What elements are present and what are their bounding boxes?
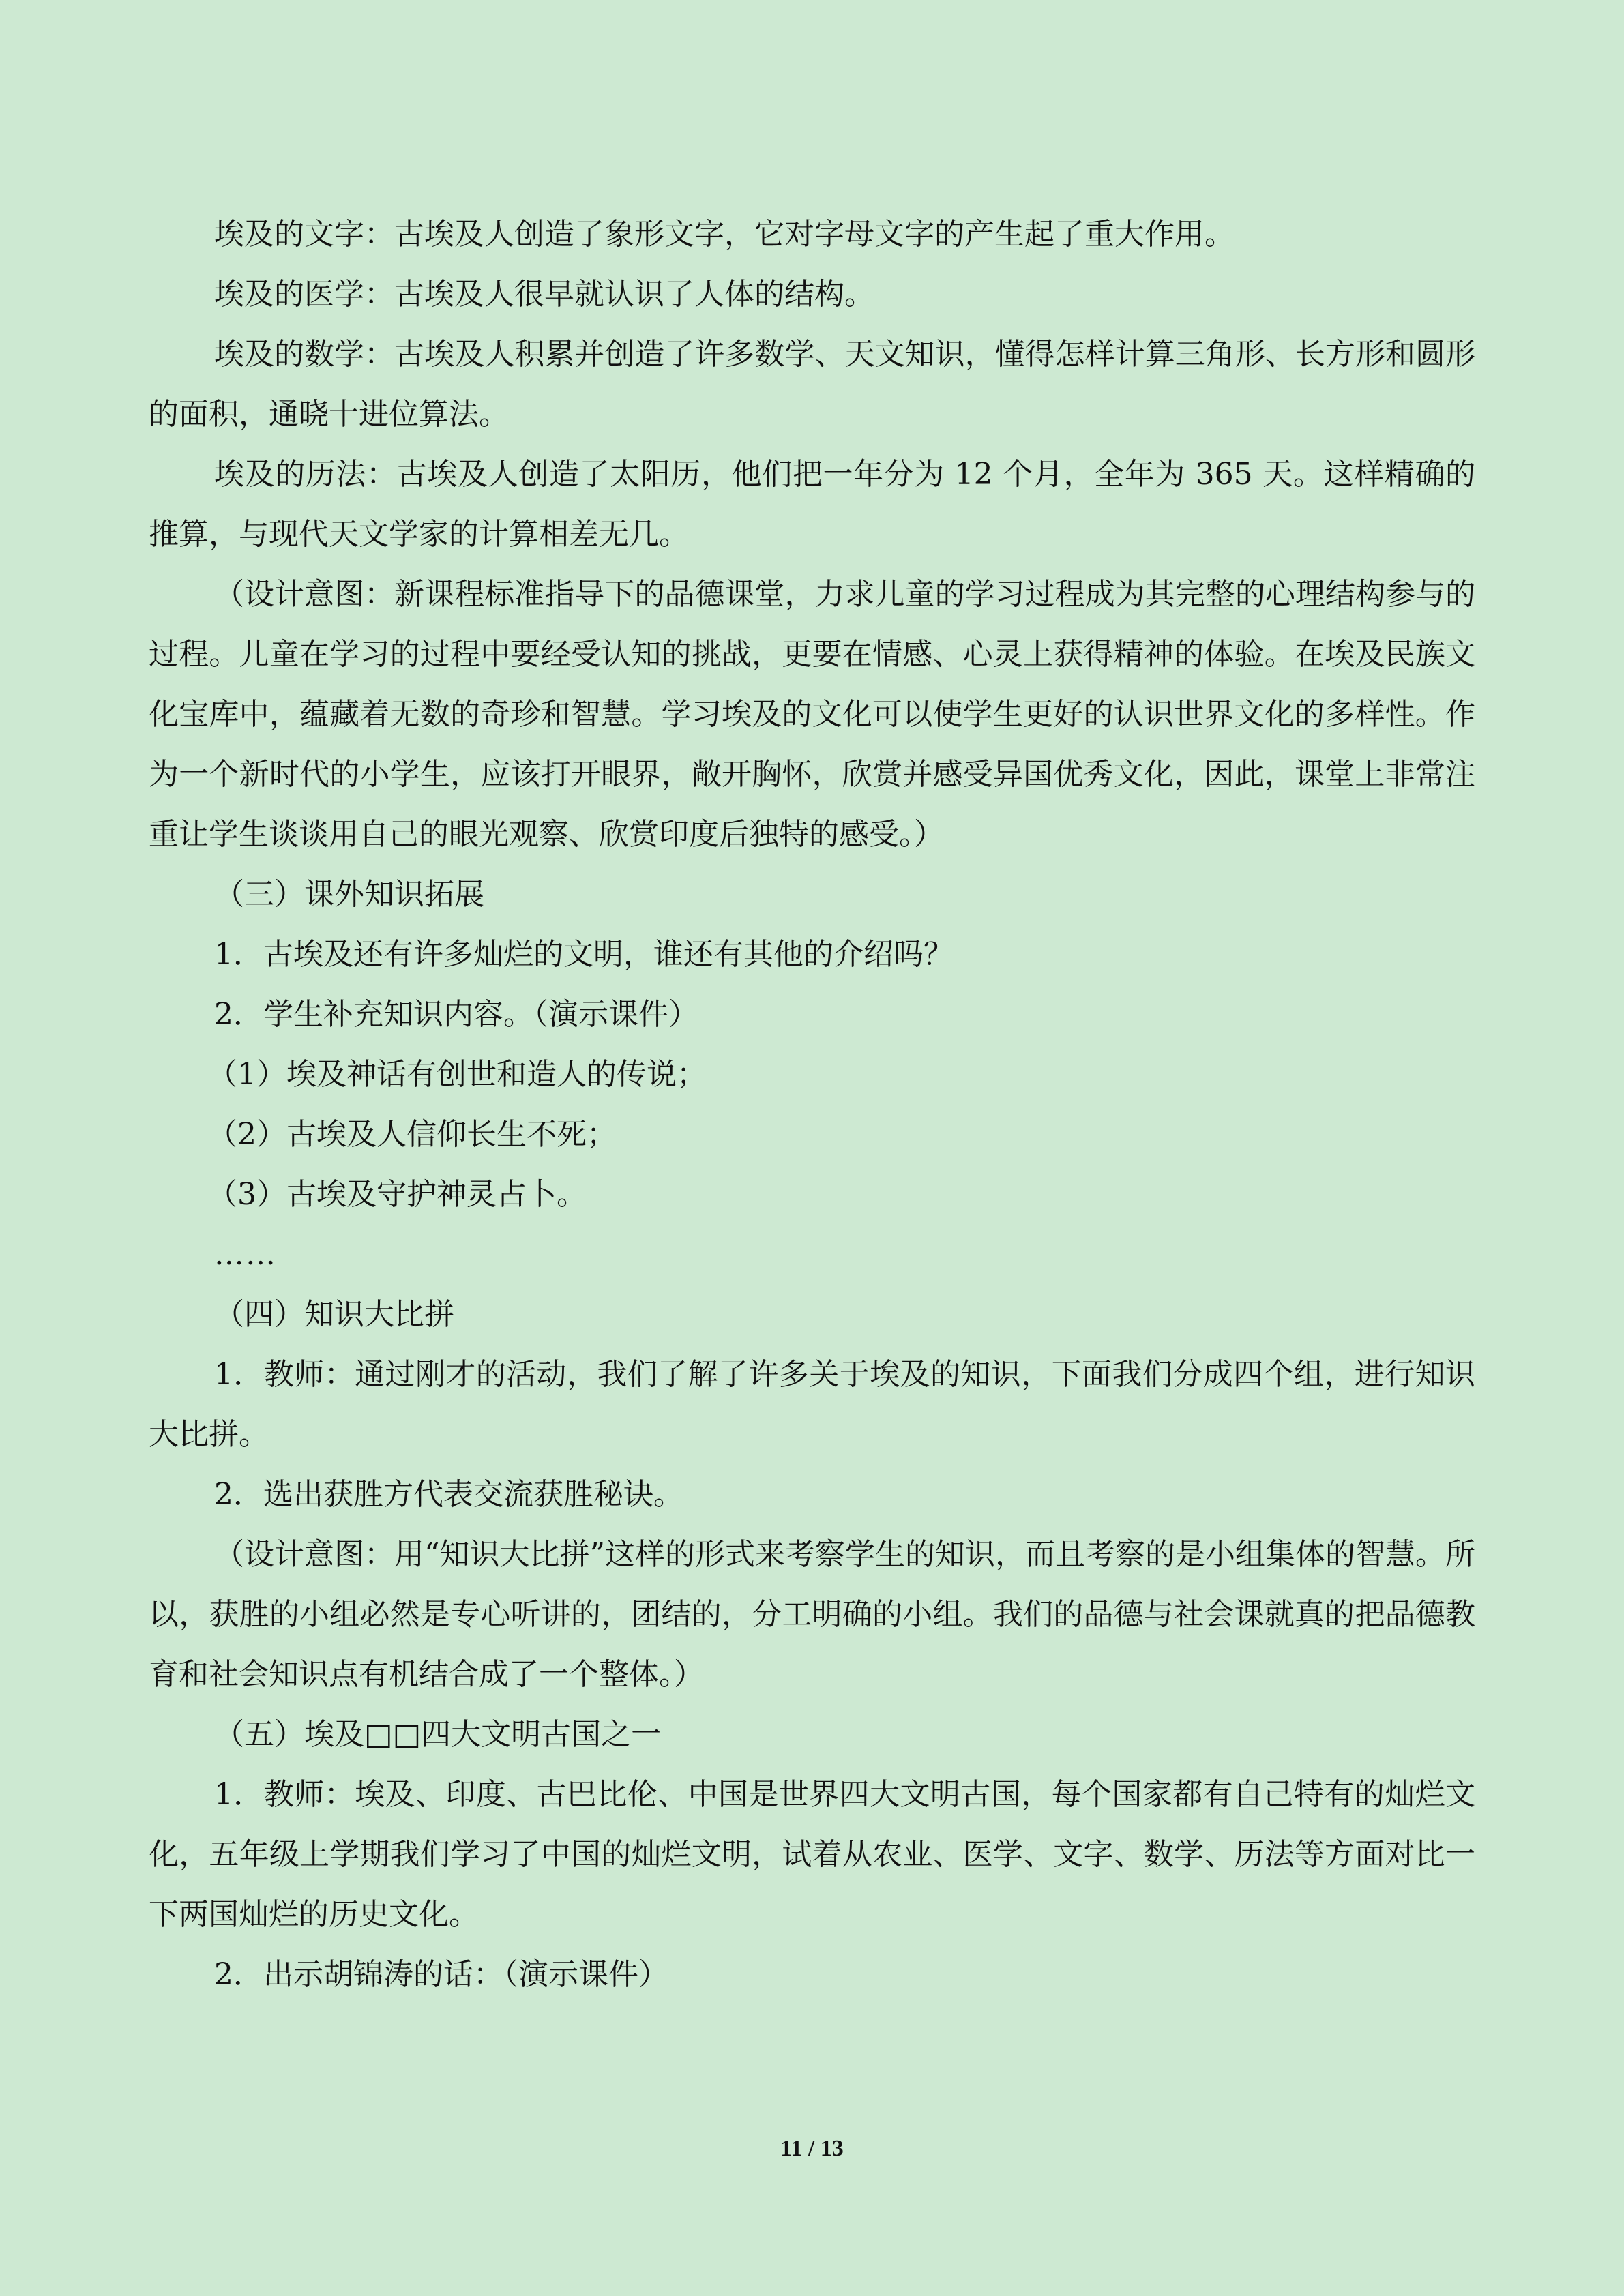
list-item: 1．教师：埃及、印度、古巴比伦、中国是世界四大文明古国，每个国家都有自己特有的灿烂文化，五年级上学期我们学习了中国的灿烂文明，试着从农业、医学、文字、数学、历法等方面对比一下两国灿烂的历史文化。 bbox=[149, 1777, 1475, 1932]
document-body bbox=[149, 205, 1475, 2005]
section-heading-4: （四）知识大比拼 bbox=[214, 1297, 454, 1332]
list-item: 1．古埃及还有许多灿烂的文明，谁还有其他的介绍吗？ bbox=[214, 937, 954, 972]
sub-list-item: （3）古埃及守护神灵占卜。 bbox=[207, 1177, 587, 1212]
list-item: 2．选出获胜方代表交流获胜秘诀。 bbox=[214, 1477, 683, 1512]
section-heading-5: （五）埃及□□四大文明古国之一 bbox=[214, 1717, 662, 1752]
ellipsis: …… bbox=[214, 1237, 277, 1272]
paragraph-egypt-calendar: 埃及的历法：古埃及人创造了太阳历，他们把一年分为 12 个月，全年为 365 天。这样精确的推算，与现代天文学家的计算相差无几。 bbox=[149, 457, 1475, 552]
list-item: 2．学生补充知识内容。（演示课件） bbox=[214, 997, 698, 1032]
paragraph-egypt-medicine: 埃及的医学：古埃及人很早就认识了人体的结构。 bbox=[214, 277, 874, 312]
page-number: 11 / 13 bbox=[780, 2136, 844, 2161]
section-heading-3: （三）课外知识拓展 bbox=[214, 877, 484, 912]
sub-list-item: （1）埃及神话有创世和造人的传说； bbox=[207, 1057, 707, 1092]
paragraph-design-intent-2: （设计意图：用“知识大比拼”这样的形式来考察学生的知识，而且考察的是小组集体的智慧。所以，获胜的小组必然是专心听讲的，团结的，分工明确的小组。我们的品德与社会课就真的把品德教育和社会知识点有机结合成了一个整体。） bbox=[149, 1537, 1475, 1692]
paragraph-egypt-writing: 埃及的文字：古埃及人创造了象形文字，它对字母文字的产生起了重大作用。 bbox=[214, 217, 1235, 252]
list-item: 2．出示胡锦涛的话：（演示课件） bbox=[214, 1957, 668, 1992]
paragraph-egypt-math: 埃及的数学：古埃及人积累并创造了许多数学、天文知识，懂得怎样计算三角形、长方形和圆形的面积，通晓十进位算法。 bbox=[149, 337, 1475, 432]
paragraph-design-intent-1: （设计意图：新课程标准指导下的品德课堂，力求儿童的学习过程成为其完整的心理结构参与的过程。儿童在学习的过程中要经受认知的挑战，更要在情感、心灵上获得精神的体验。在埃及民族文化宝库中，蕴藏着无数的奇珍和智慧。学习埃及的文化可以使学生更好的认识世界文化的多样性。作为一个新时代的小学生，应该打开眼界，敞开胸怀，欣赏并感受异国优秀文化，因此，课堂上非常注重让学生谈谈用自己的眼光观察、欣赏印度后独特的感受。） bbox=[149, 577, 1475, 852]
sub-list-item: （2）古埃及人信仰长生不死； bbox=[207, 1117, 617, 1152]
list-item: 1．教师：通过刚才的活动，我们了解了许多关于埃及的知识，下面我们分成四个组，进行知识大比拼。 bbox=[149, 1357, 1475, 1452]
